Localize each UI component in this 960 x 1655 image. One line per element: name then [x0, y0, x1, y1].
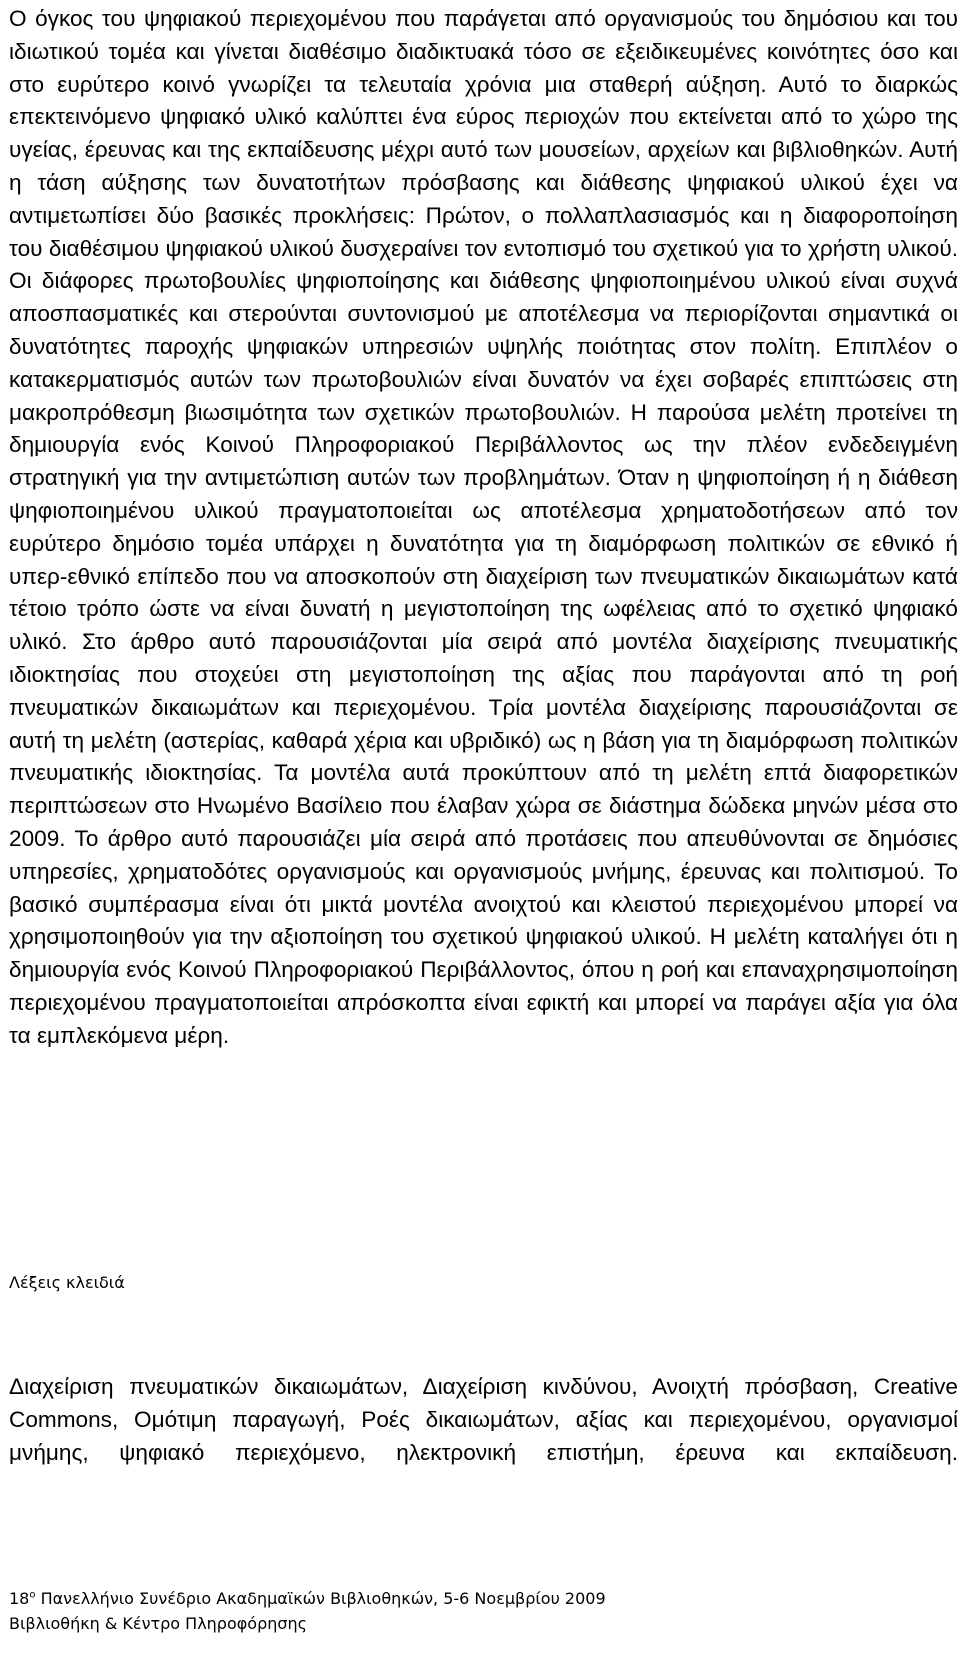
- page-footer: [9, 1586, 606, 1636]
- footer-conference-line: [9, 1586, 606, 1611]
- abstract-paragraph: Ο όγκος του ψηφιακού περιεχομένου που παράγεται από οργανισμούς του δημόσιου και του ιδιωτικού τομέα και γίνεται διαθέσιμο διαδικτυακά τόσο σε εξειδικευμένες κοινότητες όσο και στο ευρύτερο κοινό γνωρίζει τα τελευταία χρόνια μια σταθερή αύξηση. Αυτό το διαρκώς επεκτεινόμενο ψηφιακό υλικό καλύπτει ένα εύρος περιοχών που εκτείνεται από το χώρο της υγείας, έρευνας και της εκπαίδευσης μέχρι αυτό των μουσείων, αρχείων και βιβλιοθηκών. Αυτή η τάση αύξησης των δυνατοτήτων πρόσβασης και διάθεσης ψηφιακού υλικού έχει να αντιμετωπίσει δύο βασικές προκλήσεις: Πρώτον, ο πολλαπλασιασμός και η διαφοροποίηση του διαθέσιμου ψηφιακού υλικού δυσχεραίνει τον εντοπισμό του σχετικού για το χρήστη υλικού. Οι διάφορες πρωτοβουλίες ψηφιοποίησης και διάθεσης ψηφιοποιημένου υλικού είναι συχνά αποσπασματικές και στερούνται συντονισμού με αποτέλεσμα να περιορίζονται σημαντικά οι δυνατότητες παροχής ψηφιακών υπηρεσιών υψηλής ποιότητας στον πολίτη. Επιπλέον ο κατακερματισμός αυτών των πρωτοβουλιών είναι δυνατόν να έχει σοβαρές επιπτώσεις στη μακροπρόθεσμη βιωσιμότητα των σχετικών πρωτοβουλιών. Η παρούσα μελέτη προτείνει τη δημιουργία ενός Κοινού Πληροφοριακού Περιβάλλοντος ως την πλέον ενδεδειγμένη στρατηγική για την αντιμετώπιση αυτών των προβλημάτων. Όταν η ψηφιοποίηση ή η διάθεση ψηφιοποιημένου υλικού πραγματοποιείται ως αποτέλεσμα χρηματοδοτήσεων από τον ευρύτερο δημόσιο τομέα υπάρχει η δυνατότητα για τη διαμόρφωση πολιτικών σε εθνικό ή υπερ-εθνικό επίπεδο που να αποσκοπούν στη διαχείριση των πνευματικών δικαιωμάτων κατά τέτοιο τρόπο ώστε να είναι δυνατή η μεγιστοποίηση της ωφέλειας από το σχετικό ψηφιακό υλικό. Στο άρθρο αυτό παρουσιάζονται μία σειρά από μοντέλα διαχείρισης πνευματικής ιδιοκτησίας που στοχεύει στη μεγιστοποίηση της αξίας που παράγονται από τη ροή πνευματικών δικαιωμάτων και περιεχομένου. Τρία μοντέλα διαχείρισης παρουσιάζονται σε αυτή τη μελέτη (αστερίας, καθαρά χέρια και υβριδικό) ως η βάση για τη διαμόρφωση πολιτικών πνευματικής ιδιοκτησίας. Τα μοντέλα αυτά προκύπτουν από τη μελέτη επτά διαφορετικών περιπτώσεων στο Ηνωμένο Βασίλειο που έλαβαν χώρα σε διάστημα δώδεκα μηνών μέσα στο 2009. Το άρθρο αυτό παρουσιάζει μία σειρά από προτάσεις που απευθύνονται σε δημόσιες υπηρεσίες, χρηματοδότες οργανισμούς και οργανισμούς μνήμης, έρευνας και πολιτισμού. Το βασικό συμπέρασμα είναι ότι μικτά μοντέλα ανοιχτού και κλειστού περιεχομένου μπορεί να χρησιμοποιηθούν για την αξιοποίηση του σχετικού ψηφιακού υλικού. Η μελέτη καταλήγει ότι η δημιουργία ενός Κοινού Πληροφοριακού Περιβάλλοντος, όπου η ροή και επαναχρησιμοποίηση περιεχομένου πραγματοποιείται απρόσκοπτα είναι εφικτή και μπορεί να παράγει αξία για όλα τα εμπλεκόμενα μέρη.: [9, 6, 958, 1048]
- keywords-heading: Λέξεις κλειδιά: [9, 1273, 125, 1292]
- footer-edition-number: 18: [9, 1589, 30, 1608]
- footer-ordinal-superscript: ο: [29, 1589, 36, 1601]
- footer-conference-name: Πανελλήνιο Συνέδριο Ακαδημαϊκών Βιβλιοθηκών, 5-6 Νοεμβρίου 2009: [35, 1589, 606, 1608]
- footer-host-line: Βιβλιοθήκη & Κέντρο Πληροφόρησης: [9, 1614, 308, 1633]
- keywords-paragraph: Διαχείριση πνευματικών δικαιωμάτων, Διαχείριση κινδύνου, Ανοιχτή πρόσβαση, Creative Commons, Ομότιμη παραγωγή, Ροές δικαιωμάτων, αξίας και περιεχομένου, οργανισμοί μνήμης, ψηφιακό περιεχόμενο, ηλεκτρονική επιστήμη, έρευνα και εκπαίδευση.: [9, 1374, 958, 1465]
